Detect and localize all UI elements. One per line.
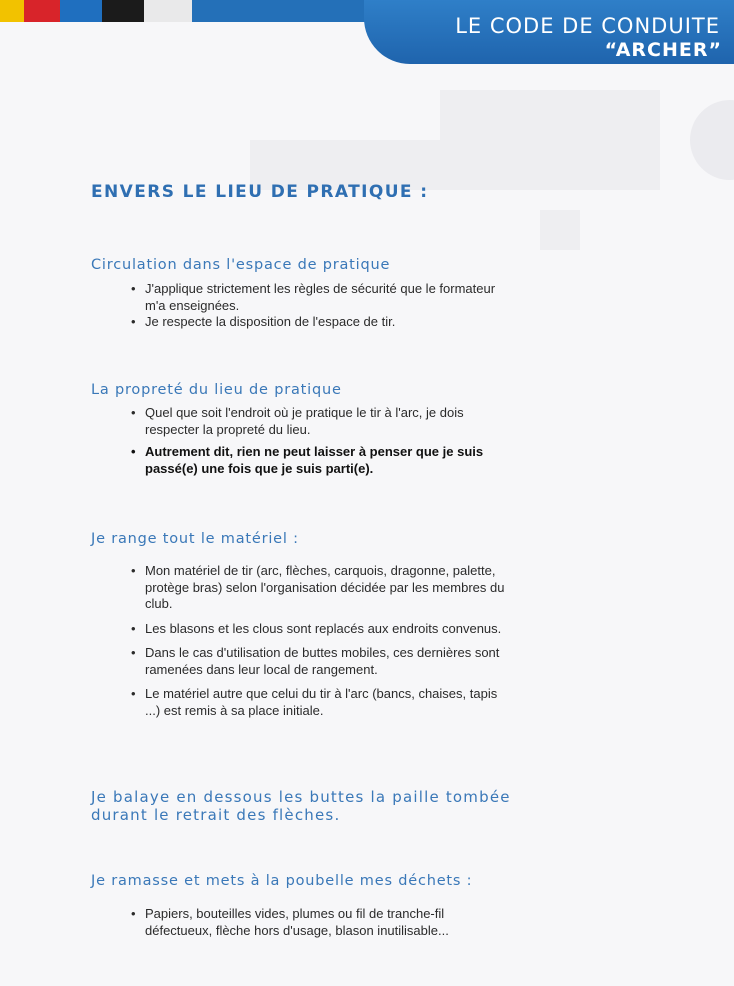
list-item: • Papiers, bouteilles vides, plumes ou fil de tranche-fil défectueux, flèche hors d'usage, blason inutilisable... bbox=[131, 906, 511, 939]
list-item: • Je respecte la disposition de l'espace de tir. bbox=[131, 314, 511, 331]
header-title: LE CODE DE CONDUITE bbox=[455, 14, 720, 38]
section-list-dechets bbox=[131, 906, 511, 939]
section-list-proprete bbox=[131, 405, 511, 477]
color-stripes bbox=[0, 0, 210, 22]
stripe-blue bbox=[60, 0, 102, 22]
section-title-circulation: Circulation dans l'espace de pratique bbox=[91, 257, 391, 273]
stripe-black bbox=[102, 0, 144, 22]
section-title-materiel: Je range tout le matériel : bbox=[91, 531, 299, 547]
list-item: • Quel que soit l'endroit où je pratique le tir à l'arc, je dois respecter la propreté du lieu. bbox=[131, 405, 511, 438]
header-subtitle: “ARCHER” bbox=[604, 39, 722, 61]
header-banner bbox=[364, 0, 734, 64]
section-list-materiel bbox=[131, 563, 511, 719]
list-item: • J'applique strictement les règles de sécurité que le formateur m'a enseignées. bbox=[131, 281, 511, 314]
section-title-balaye: Je balaye en dessous les buttes la paille tombée durant le retrait des flèches. bbox=[91, 788, 511, 824]
stripe-yellow bbox=[0, 0, 24, 22]
section-list-circulation bbox=[131, 281, 511, 331]
list-item: • Le matériel autre que celui du tir à l'arc (bancs, chaises, tapis ...) est remis à sa place initiale. bbox=[131, 686, 511, 719]
list-item: • Les blasons et les clous sont replacés aux endroits convenus. bbox=[131, 621, 511, 638]
stripe-red bbox=[24, 0, 60, 22]
section-title-proprete: La propreté du lieu de pratique bbox=[91, 382, 342, 398]
list-item: • Dans le cas d'utilisation de buttes mobiles, ces dernières sont ramenées dans leur local de rangement. bbox=[131, 645, 511, 678]
show-through-shapes bbox=[0, 70, 734, 970]
list-item-emphasis: • Autrement dit, rien ne peut laisser à penser que je suis passé(e) une fois que je suis parti(e). bbox=[131, 444, 511, 477]
page-heading: ENVERS LE LIEU DE PRATIQUE : bbox=[91, 182, 429, 202]
section-title-dechets: Je ramasse et mets à la poubelle mes déchets : bbox=[91, 873, 473, 889]
list-item: • Mon matériel de tir (arc, flèches, carquois, dragonne, palette, protège bras) selon l'organisation décidée par les membres du club. bbox=[131, 563, 511, 613]
